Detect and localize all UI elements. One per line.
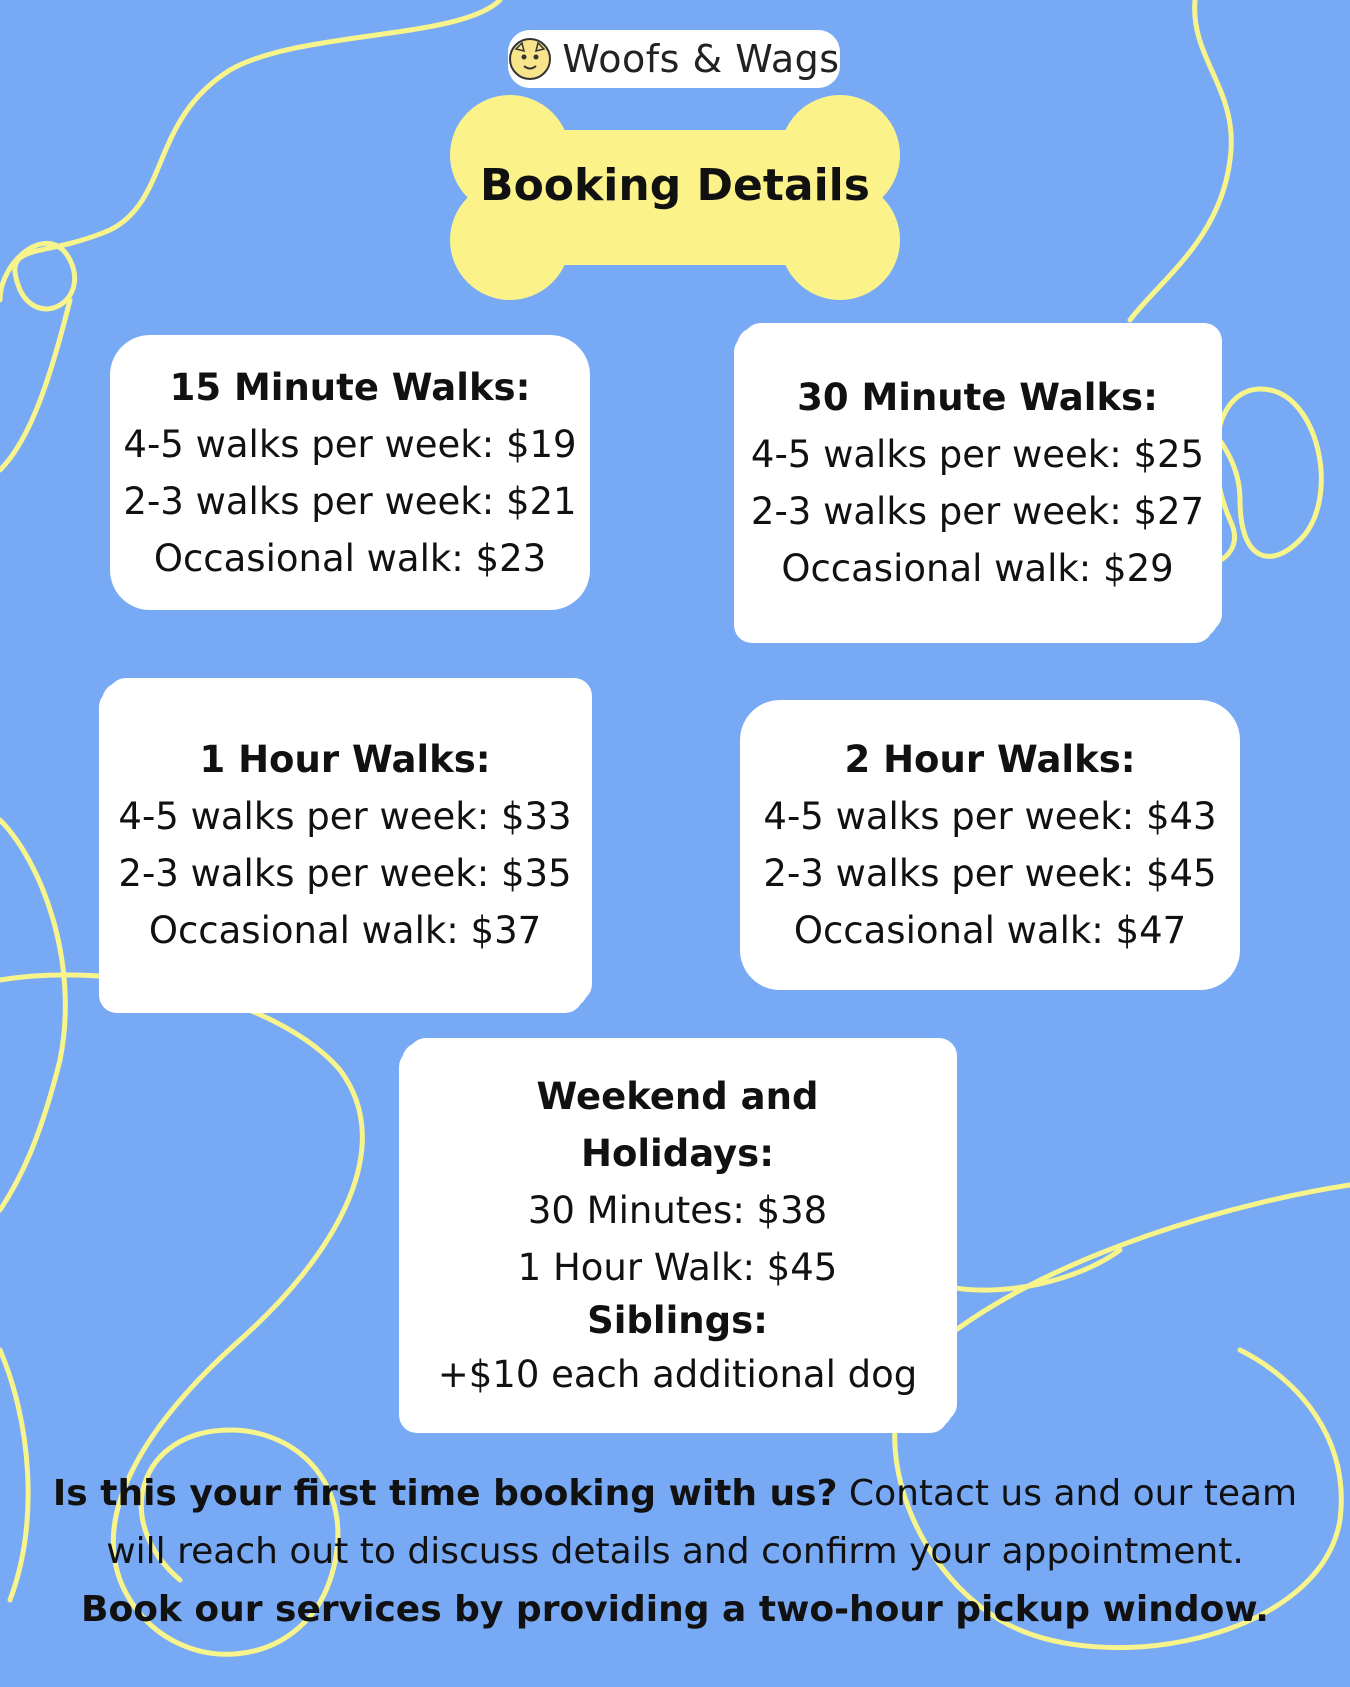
brand-name: Woofs & Wags (562, 37, 840, 81)
price-line: 2-3 walks per week: $35 (118, 852, 572, 895)
price-line: Occasional walk: $37 (148, 909, 542, 952)
price-line: 2-3 walks per week: $27 (750, 489, 1205, 533)
first-time-question: Is this your first time booking with us? (52, 1473, 838, 1514)
pricing-card-1-hour (105, 685, 585, 1005)
contact-text: Contact us and our team will reach out to discuss details and confirm your appointment. (106, 1473, 1298, 1572)
dog-cat-icon (508, 37, 552, 81)
pricing-card-weekend-holidays (405, 1045, 950, 1425)
siblings-heading: Siblings: (587, 1298, 768, 1342)
card-heading: 30 Minute Walks: (797, 375, 1158, 419)
booking-note-text: Book our services by providing a two-hour pickup window. (81, 1589, 1269, 1630)
siblings-price-line: +$10 each additional dog (437, 1352, 918, 1396)
price-line: 2-3 walks per week: $21 (123, 479, 577, 523)
brand-logo (508, 30, 840, 88)
price-line: Occasional walk: $29 (781, 546, 1174, 590)
pricing-card-15-minute (110, 335, 590, 610)
card-heading: Weekend and (536, 1074, 819, 1118)
pricing-card-2-hour (740, 700, 1240, 990)
price-line: 4-5 walks per week: $25 (750, 432, 1205, 476)
page-title: Booking Details (480, 160, 870, 211)
price-line: Occasional walk: $23 (153, 536, 547, 580)
footer-note (30, 1465, 1320, 1639)
price-line: 4-5 walks per week: $43 (763, 795, 1217, 838)
pricing-card-30-minute (740, 330, 1215, 635)
price-line: 1 Hour Walk: $45 (517, 1245, 838, 1289)
card-heading: 2 Hour Walks: (844, 738, 1136, 781)
card-heading: 15 Minute Walks: (169, 365, 531, 409)
contact-paragraph (30, 1465, 1320, 1581)
price-line: 30 Minutes: $38 (527, 1188, 828, 1232)
booking-note (30, 1581, 1320, 1639)
price-line: 4-5 walks per week: $19 (123, 422, 577, 466)
card-heading: Holidays: (580, 1131, 774, 1175)
card-heading: 1 Hour Walks: (199, 738, 491, 781)
price-line: 4-5 walks per week: $33 (118, 795, 572, 838)
price-line: Occasional walk: $47 (793, 909, 1187, 952)
price-line: 2-3 walks per week: $45 (763, 852, 1217, 895)
